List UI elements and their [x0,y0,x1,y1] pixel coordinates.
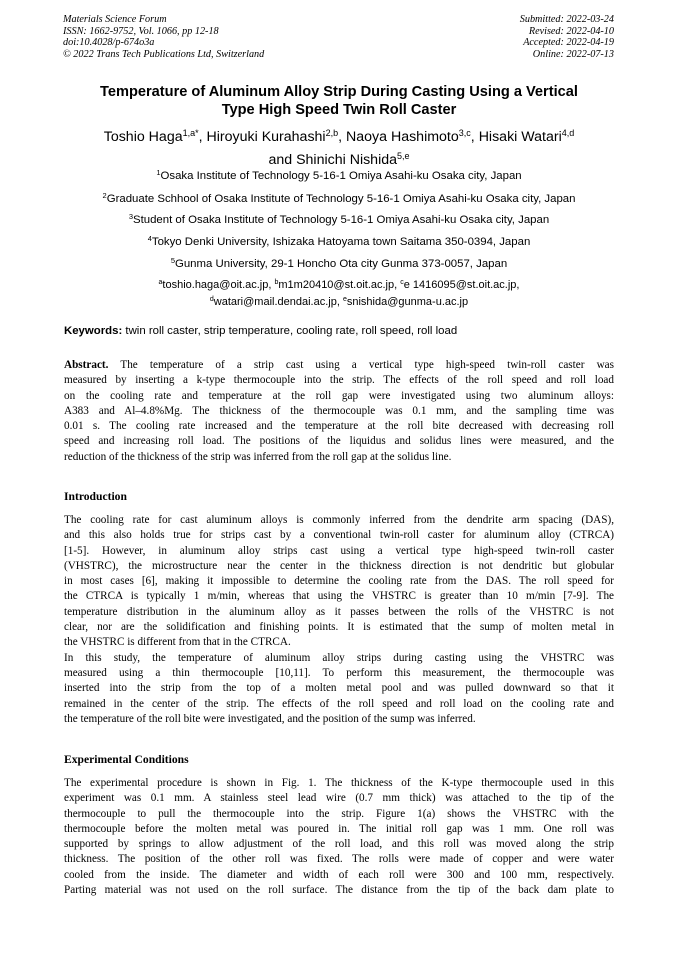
author-affiliation-mark: 5,e [397,151,410,161]
exp-line-4: thermocouple before the molten metal was poured in. The initial roll gap was 1 mm. One roll was [64,822,614,835]
exp-line-7: cooled from the inside. The diameter and width of each roll were 300 and 100 mm, respectively. [64,868,614,881]
affiliation-number: 4 [147,234,152,243]
author-name: Toshio Haga [103,129,183,145]
intro-line-11: measured using a thin thermocouple [10,11]. To perform this measurement, the thermocouple was [64,666,614,679]
doi: doi:10.4028/p-674o3a [63,37,155,49]
author-name: and Shinichi Nishida [268,152,398,168]
abstract-line-2: measured by inserting a k-type thermocouple into the strip. The effects of the roll speed and roll load [64,374,614,387]
introduction-heading: Introduction [64,490,127,503]
email-line-1 [40,276,638,293]
affiliation-1 [20,166,658,183]
affiliation-number: 5 [170,256,175,265]
abstract-line-1 [64,358,614,373]
abstract-line-4: A383 and Al–4.8%Mg. The thickness of the thermocouple was 0.1 mm, and the sampling time was [64,404,614,417]
affiliation-2 [20,189,658,206]
intro-line-13: remained in the center of the strip. The effects of the roll speed and roll load on the cooling rate and [64,697,614,710]
intro-line-2: and this also holds true for strips cast by a conventional twin-roll caster for aluminum alloy (CTRCA) [64,529,614,542]
online-date: Online: 2022-07-13 [532,48,614,60]
experimental-heading: Experimental Conditions [64,753,189,766]
author-line-1: Toshio Haga$^{1,a*}$, Hiroyuki Kurahashi$^{2,b}$, Naoya Hashimoto$^{3,c}$, Hisaki Watari$^{4,d}$ [103,128,575,145]
copyright: © 2022 Trans Tech Publications Ltd, Switzerland [63,48,265,60]
intro-line-10: In this study, the temperature of aluminum alloy strips during casting using the VHSTRC was [64,651,614,664]
abstract-line-5: 0.01 s. The cooling rate increased and the temperature at the roll bite decreased with decreasing roll [64,420,614,433]
exp-line-2: experiment was 0.1 mm. A stainless steel lead wire (0.7 mm thick) was attached to the tip of the [64,792,614,805]
revised-date: Revised: 2022-04-10 [528,25,614,37]
affiliation-text: Student of Osaka Institute of Technology 5-16-1 Omiya Asahi-ku Osaka city, Japan [132,214,550,226]
keywords-text: twin roll caster, strip temperature, cooling rate, roll speed, roll load [125,325,458,337]
intro-line-5: in most cases [6], making it impossible to determine the cooling rate from the DAS. The roll speed for [64,575,614,588]
affiliation-3 [20,210,658,227]
email-mark: d [209,295,214,303]
email-list [40,276,638,309]
abstract-label: Abstract. [64,359,109,371]
abstract-line-7: reduction of the thickness of the strip was inferred from the roll gap at the solidus line. [64,450,452,463]
exp-line-6: thickness. The position of the other roll was fixed. The rolls were made of copper and were water [64,853,614,866]
intro-line-14: the temperature of the roll bite were investigated, and the position of the sump was inferred. [64,712,476,725]
email-mark: c [400,279,404,286]
affiliation-number: 2 [102,191,107,200]
affiliation-text: Osaka Institute of Technology 5-16-1 Omiya Asahi-ku Osaka city, Japan [160,170,522,182]
submitted-date: Submitted: 2022-03-24 [519,14,614,25]
journal-name: Materials Science Forum [63,14,167,25]
title-line-1: Temperature of Aluminum Alloy Strip During Casting Using a Vertical [100,84,578,100]
email-address: snishida@gunma-u.ac.jp [346,295,469,308]
author-name: Hiroyuki Kurahashi [206,129,326,145]
author-name: Hisaki Watari [478,129,562,145]
abstract-text: The temperature of a strip cast using a vertical type high-speed twin-roll caster was [120,359,614,371]
intro-line-9: the VHSTRC is different from that in the CTRCA. [64,636,291,649]
journal-header-left [63,14,264,60]
journal-header-right [520,14,614,60]
intro-line-1: The cooling rate for cast aluminum alloys is commonly inferred from the dendrite arm spacing (DAS), [64,514,614,526]
issn-volume-pages: ISSN: 1662-9752, Vol. 1066, pp 12-18 [63,25,219,37]
abstract-line-3: on the cooling rate and temperature at the roll gap were investigated using two aluminum alloys: [64,389,614,402]
intro-line-3: [1-5]. However, in aluminum alloy strips cast using a vertical type high-speed twin-roll caster [64,544,614,557]
keywords-label: Keywords: [64,325,123,337]
author-affiliation-mark: 3,c [458,128,471,138]
exp-line-5: supported by springs to allow adjustment of the roll load, and this roll was moved along the strip [64,838,614,851]
accepted-date: Accepted: 2022-04-19 [523,37,614,49]
email-line-2 [40,293,638,310]
email-address: toshio.haga@oit.ac.jp, [162,279,272,291]
intro-line-8: clear, nor are the solidification and finishing points. It is estimated that the sump of molten metal in [64,621,614,634]
affiliation-number: 3 [128,212,133,221]
keywords [64,324,624,338]
abstract [64,358,614,465]
affiliation-text: Tokyo Denki University, Ishizaka Hatoyama town Saitama 350-0394, Japan [151,236,531,248]
intro-line-6: the CTRCA is typically 1 m/min, whereas that using the VHSTRC is greater than 10 m/min [7-9]. The [64,590,614,603]
affiliation-5 [20,254,658,271]
email-address: m1m20410@st.oit.ac.jp, [278,279,398,291]
intro-line-12: inserted into the strip from the top of a molten metal pool and was pulled downward so that it [64,682,614,695]
exp-line-1: The experimental procedure is shown in Fig. 1. The thickness of the K-type thermocouple used in this [64,777,614,789]
affiliation-number: 1 [156,168,161,177]
exp-line-8: Parting material was not used on the roll surface. The distance from the tip of the back dam plate to [64,884,614,897]
affiliation-text: Gunma University, 29-1 Honcho Ota city Gunma 373-0057, Japan [174,258,508,270]
author-name: Naoya Hashimoto [346,129,459,145]
author-affiliation-mark: 1,a* [182,128,199,138]
introduction-body [64,513,614,727]
author-affiliation-mark: 4,d [561,128,575,138]
email-mark: a [158,279,163,286]
email-address: watari@mail.dendai.ac.jp, [213,295,340,308]
intro-line-4: (VHSTRC), the microstructure near the center in the thickness direction is not dendritic but globular [64,559,614,572]
affiliation-4 [20,232,658,249]
paper-title [40,83,638,119]
author-list [40,124,638,170]
email-mark: b [274,279,279,286]
experimental-body [64,776,614,898]
email-address: e 1416095@st.oit.ac.jp, [403,279,520,291]
intro-line-7: temperature distribution in the aluminum alloy as it passes between the rolls of the VHSTRC is not [64,605,614,618]
email-mark: e [342,295,347,303]
author-affiliation-mark: 2,b [325,128,339,138]
abstract-line-6: speed and increasing roll load. The positions of the liquidus and solidus lines were measured, and the [64,435,614,448]
title-line-2: Type High Speed Twin Roll Caster [221,102,457,118]
affiliation-text: Graduate Schhool of Osaka Institute of Technology 5-16-1 Omiya Asahi-ku Osaka city, Japan [106,193,576,205]
exp-line-3: thermocouple to pull the thermocouple into the strip. Figure 1(a) shows the VHSTRC with the [64,807,614,820]
